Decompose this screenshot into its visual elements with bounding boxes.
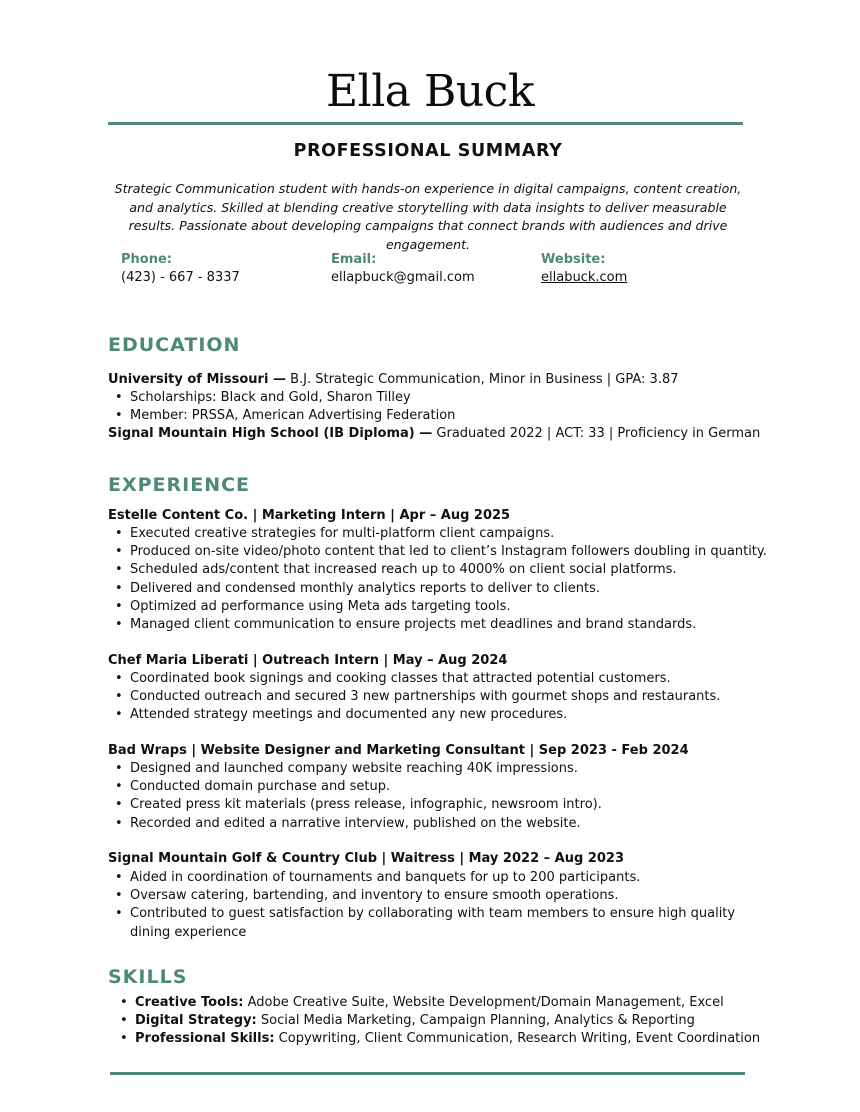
skill-label: Digital Strategy: (135, 1013, 257, 1029)
footer-divider (110, 1072, 745, 1075)
list-item: • Coordinated book signings and cooking classes that attracted potential customers. (108, 670, 720, 688)
education-bullets (108, 389, 455, 425)
summary-heading: PROFESSIONAL SUMMARY (293, 141, 563, 161)
school-detail: B.J. Strategic Communication, Minor in Business | GPA: 3.87 (285, 372, 679, 387)
list-item: • Member: PRSSA, American Advertising Federation (108, 407, 455, 425)
skill-value: Copywriting, Client Communication, Research Writing, Event Coordination (274, 1031, 761, 1047)
skill-label: Professional Skills: (135, 1031, 275, 1047)
phone-label: Phone: (121, 252, 172, 267)
header-divider (108, 122, 743, 125)
list-item: • Created press kit materials (press release, infographic, newsroom intro). (108, 796, 602, 814)
job-bullets (108, 869, 750, 942)
list-item: • Executed creative strategies for multi-platform client campaigns. (108, 525, 767, 543)
school-name: University of Missouri — (108, 372, 286, 387)
website-label: Website: (541, 252, 606, 267)
skill-value: Adobe Creative Suite, Website Development/Domain Management, Excel (243, 995, 724, 1010)
job-bullets (108, 760, 602, 833)
list-item: • Scholarships: Black and Gold, Sharon Tilley (108, 389, 455, 407)
contact-website (541, 251, 741, 287)
list-item: • Managed client communication to ensure projects met deadlines and brand standards. (108, 616, 767, 634)
job-title: Signal Mountain Golf & Country Club | Waitress | May 2022 – Aug 2023 (108, 851, 624, 866)
list-item: • Aided in coordination of tournaments and banquets for up to 200 participants. (108, 869, 750, 887)
contact-phone (121, 251, 321, 287)
contact-email (331, 251, 531, 287)
education-entry (108, 425, 760, 443)
list-item: • Oversaw catering, bartending, and inventory to ensure smooth operations. (108, 887, 750, 905)
job-bullets (108, 525, 767, 634)
candidate-name: Ella Buck (326, 66, 534, 117)
job-bullets (108, 670, 720, 725)
skill-item (108, 994, 760, 1012)
job-title: Bad Wraps | Website Designer and Marketing Consultant | Sep 2023 - Feb 2024 (108, 743, 689, 758)
summary-text: Strategic Communication student with hands-on experience in digital campaigns, content creation, and analytics. Skilled at blending creative storytelling with data insights to deliver measurable results. Passionate about developing campaigns that connect brands with audiences and drive engagement. (114, 181, 742, 252)
job-title: Estelle Content Co. | Marketing Intern | Apr – Aug 2025 (108, 508, 511, 523)
list-item: • Contributed to guest satisfaction by collaborating with team members to ensure high quality dining experience (108, 905, 750, 941)
phone-value: (423) - 667 - 8337 (121, 270, 240, 285)
list-item: • Conducted outreach and secured 3 new partnerships with gourmet shops and restaurants. (108, 688, 720, 706)
list-item: • Recorded and edited a narrative interview, published on the website. (108, 815, 602, 833)
experience-heading: EXPERIENCE (108, 474, 251, 496)
website-link[interactable]: ellabuck.com (541, 270, 628, 285)
list-item: • Scheduled ads/content that increased reach up to 4000% on client social platforms. (108, 561, 767, 579)
skill-value: Social Media Marketing, Campaign Planning, Analytics & Reporting (256, 1013, 695, 1029)
list-item: • Delivered and condensed monthly analytics reports to deliver to clients. (108, 580, 767, 598)
email-label: Email: (331, 252, 377, 267)
school-detail: Graduated 2022 | ACT: 33 | Proficiency in German (432, 426, 761, 441)
skill-item (108, 1012, 760, 1030)
skill-item (108, 1030, 760, 1048)
skill-label: Creative Tools: (135, 995, 244, 1010)
school-name: Signal Mountain High School (IB Diploma) — (108, 426, 433, 441)
email-value[interactable]: ellapbuck@gmail.com (331, 270, 475, 285)
job-title: Chef Maria Liberati | Outreach Intern | May – Aug 2024 (108, 653, 508, 668)
skills-heading: SKILLS (108, 966, 188, 988)
list-item: • Attended strategy meetings and documented any new procedures. (108, 706, 720, 724)
list-item: • Designed and launched company website reaching 40K impressions. (108, 760, 602, 778)
list-item: • Produced on-site video/photo content that led to client’s Instagram followers doubling in quantity. (108, 543, 767, 561)
education-heading: EDUCATION (108, 334, 241, 356)
list-item: • Optimized ad performance using Meta ads targeting tools. (108, 598, 767, 616)
list-item: • Conducted domain purchase and setup. (108, 778, 602, 796)
education-entry (108, 371, 679, 389)
skills-list (108, 994, 760, 1049)
